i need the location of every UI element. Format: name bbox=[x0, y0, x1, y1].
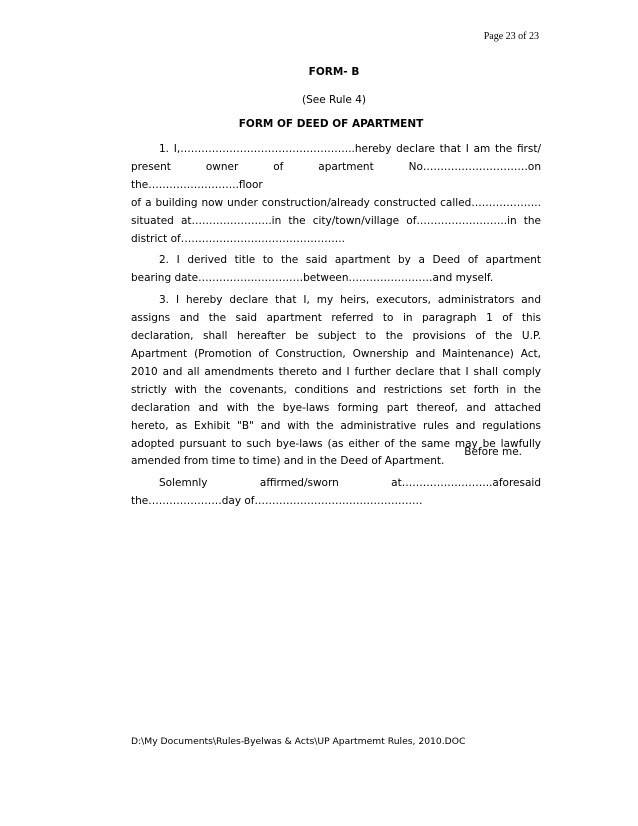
form-title: FORM- B bbox=[308, 66, 360, 78]
paragraph-3-line: Apartment (Promotion of Construction, Ownership and Maintenance) Act, bbox=[131, 347, 541, 360]
paragraph-1-line: 1. I,…………………………………………..hereby declare that I am the first/ bbox=[159, 143, 541, 155]
paragraph-3-line: 3. I hereby declare that I, my heirs, executors, administrators and bbox=[159, 294, 541, 307]
paragraph-3-line: declaration, shall hereafter be subject to the provisions of the U.P. bbox=[131, 330, 541, 343]
paragraph-3 bbox=[131, 292, 541, 471]
paragraph-2 bbox=[131, 252, 541, 288]
paragraph-3-line: declaration and with the bye-laws forming part thereof, and attached bbox=[131, 401, 541, 414]
paragraph-affirmation bbox=[131, 475, 541, 511]
rule-reference: (See Rule 4) bbox=[302, 94, 366, 106]
before-me-label: Before me. bbox=[464, 446, 522, 458]
paragraph-1-line: situated at…………………..in the city/town/village of……………………..in the bbox=[131, 214, 541, 227]
paragraph-3-line: amended from time to time) and in the Deed of Apartment. bbox=[131, 455, 445, 468]
paragraph-1-line: present owner of apartment No…………………………on the……………………..floor bbox=[131, 160, 541, 191]
paragraph-3-line: 2010 and all amendments thereto and I further declare that I shall comply bbox=[131, 365, 541, 378]
affirmation-line: the…………………day of………………………………………… bbox=[131, 495, 423, 508]
paragraph-3-line: hereto, as Exhibit "B" and with the administrative rules and regulations bbox=[131, 419, 541, 432]
paragraph-1-line: district of……………………………………….. bbox=[131, 232, 345, 245]
paragraph-1 bbox=[131, 141, 541, 248]
page-number: Page 23 of 23 bbox=[483, 31, 539, 42]
paragraph-3-line: assigns and the said apartment referred to in paragraph 1 of this bbox=[131, 312, 541, 325]
deed-title: FORM OF DEED OF APARTMENT bbox=[238, 118, 424, 130]
affirmation-line: Solemnly affirmed/sworn at……………………..aforesaid bbox=[159, 477, 541, 490]
paragraph-3-line: adopted pursuant to such bye-laws (as either of the same may be lawfully bbox=[131, 437, 541, 450]
footer-file-path: D:\My Documents\Rules-Byelwas & Acts\UP Apartmemt Rules, 2010.DOC bbox=[131, 736, 466, 747]
deed-body bbox=[131, 141, 541, 515]
paragraph-3-line: strictly with the covenants, conditions and restrictions set forth in the bbox=[131, 383, 541, 396]
paragraph-1-line: of a building now under construction/already constructed called……………….. bbox=[131, 196, 541, 209]
paragraph-2-line: 2. I derived title to the said apartment by a Deed of apartment bbox=[159, 254, 541, 267]
paragraph-2-line: bearing date…………………………between……………………and myself. bbox=[131, 272, 494, 285]
